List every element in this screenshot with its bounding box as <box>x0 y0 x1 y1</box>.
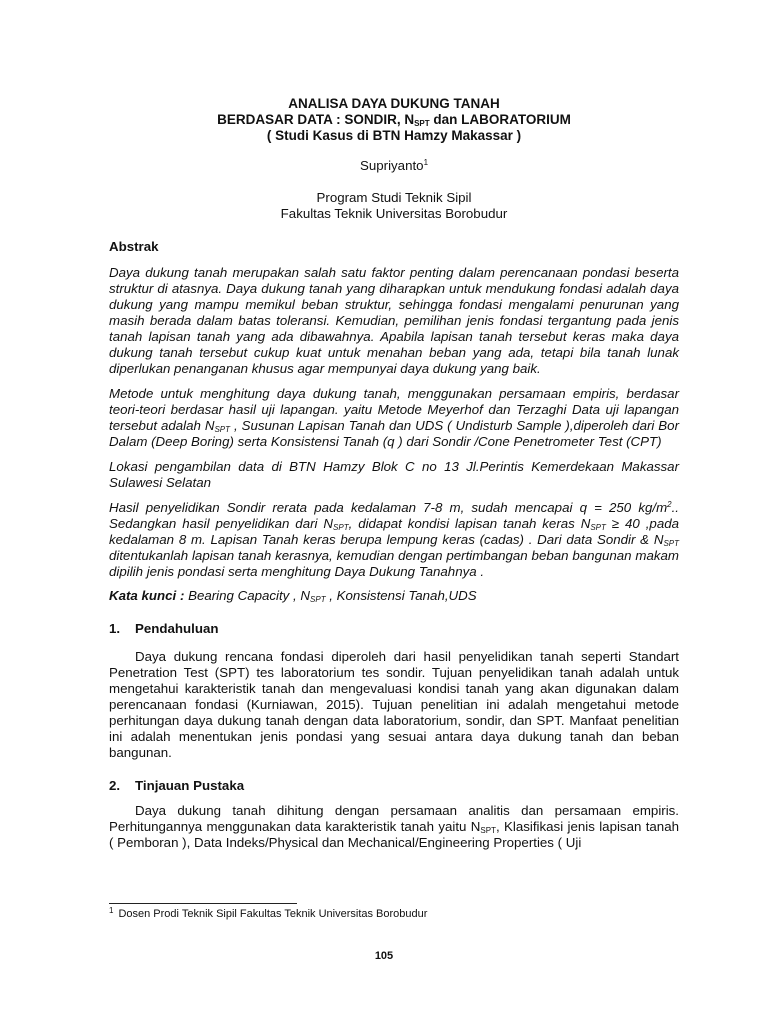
author-text: Supriyanto <box>359 158 424 173</box>
abstract-p4-text-b: .. Sedangkan hasil penyelidikan dari N <box>109 500 679 531</box>
title-line-1: ANALISA DAYA DUKUNG TANAH <box>288 96 500 111</box>
keywords-text-a: Bearing Capacity , N <box>184 588 311 603</box>
tinjauan-text-b: , Klasifikasi jenis lapisan tanah ( Pemboran ), Data Indeks/Physical dan Mechanical/Engineering Properties ( Uji <box>109 819 679 850</box>
paper-title <box>109 96 679 144</box>
tinjauan-text-a: Daya dukung tanah dihitung dengan persamaan analitis dan persamaan empiris. Perhitungannya menggunakan data karakteristik tanah yaitu N <box>109 803 679 834</box>
abstract-paragraph-2 <box>109 386 679 450</box>
title-line-3: ( Studi Kasus di BTN Hamzy Makassar ) <box>266 128 522 143</box>
footnote-divider <box>109 903 297 904</box>
unit-superscript: 2 <box>667 500 672 509</box>
tinjauan-paragraph <box>109 803 679 851</box>
author-footnote-mark: 1 <box>423 158 429 167</box>
section-title: Pendahuluan <box>135 621 219 636</box>
section-heading-tinjauan-pustaka <box>109 778 679 794</box>
title-line-2-end: dan LABORATORIUM <box>429 112 571 127</box>
nspt-subscript: SPT <box>480 826 496 835</box>
document-page <box>109 96 679 851</box>
affiliation-line-1: Program Studi Teknik Sipil <box>316 190 472 205</box>
abstract-paragraph-1: Daya dukung tanah merupakan salah satu faktor penting dalam perencanaan pondasi beserta struktur di atasnya. Daya dukung tanah yang diharapkan untuk mendukung fondasi adalah daya dukung yang mampu memikul beban struktur, sehingga fondasi mengalami penurunan yang masih berada dalam batas toleransi. Kemudian, pemilihan jenis fondasi tergantung pada jenis tanah lapisan tanah yang ada dibawahnya. Apabila lapisan tanah tersebut keras maka daya dukung tanah tersebut cukup kuat untuk menahan beban yang ada, tetapi bila tanah lunak diperlukan penanganan khusus agar mempunyai daya dukung yang baik. <box>109 265 679 376</box>
affiliation-line-2: Fakultas Teknik Universitas Borobudur <box>280 206 508 221</box>
section-heading-pendahuluan <box>109 621 679 637</box>
section-title: Tinjauan Pustaka <box>135 778 245 793</box>
nspt-subscript: SPT <box>214 425 231 434</box>
footnote-text: Dosen Prodi Teknik Sipil Fakultas Teknik Universitas Borobudur <box>118 908 428 920</box>
section-number: 1. <box>109 621 121 636</box>
title-line-2 <box>109 112 679 128</box>
nspt-subscript: SPT <box>590 523 606 532</box>
abstract-paragraph-4 <box>109 500 679 580</box>
pendahuluan-paragraph: Daya dukung rencana fondasi diperoleh dari hasil penyelidikan tanah seperti Standart Penetration Test (SPT) tes laboratorium tes sondir. Tujuan penyelidikan tanah adalah untuk mengetahui karakteristik tanah dan mengevaluasi kondisi tanah yang akan digunakan dalam perencanaan fondasi (Kurniawan, 2015). Tujuan penelitian ini adalah mengetahui metode perhitungan daya dukung tanah dengan data laboratorium, sondir, dan SPT. Manfaat penelitian ini adalah menentukan jenis pondasi yang sesuai antara daya dukung tanah dan beban bangunan. <box>109 649 679 760</box>
title-subscript: SPT <box>414 119 430 128</box>
nspt-subscript: SPT <box>333 523 349 532</box>
abstract-heading: Abstrak <box>109 239 159 254</box>
abstract-p2-text-b: , Susunan Lapisan Tanah dan UDS ( Undisturb Sample ),diperoleh dari Bor Dalam (Deep Boring) serta Konsistensi Tanah (q ) dari Sondir /Cone Penetrometer Test (CPT) <box>109 418 679 449</box>
title-line-2-text: BERDASAR DATA : SONDIR, N <box>217 112 415 127</box>
keywords <box>109 588 679 604</box>
abstract-p2-text-a: Metode untuk menghitung daya dukung tanah, menggunakan persamaan empiris, berdasar teori-teori berdasar hasil uji lapangan. yaitu Metode Meyerhof dan Terzaghi Data uji lapangan tersebut adalah N <box>109 386 679 433</box>
section-number: 2. <box>109 778 121 793</box>
keywords-text-b: , Konsistensi Tanah,UDS <box>325 588 477 603</box>
footnote <box>109 908 669 921</box>
footnote-mark: 1 <box>109 906 114 915</box>
abstract-p4-text-d: ≥ 40 ,pada kedalaman 8 m. Lapisan Tanah keras berupa lempung keras (cadas) . Dari data Sondir & N <box>109 516 680 547</box>
abstract-paragraph-3: Lokasi pengambilan data di BTN Hamzy Blok C no 13 Jl.Perintis Kemerdekaan Makassar Sulawesi Selatan <box>109 459 679 490</box>
abstract-p4-text-e: ditentukanlah lapisan tanah kerasnya, kemudian dengan pertimbangan beban bangunan makam dipilih jenis pondasi serta menghitung Daya Dukung Tanahnya . <box>109 548 679 579</box>
nspt-subscript: SPT <box>663 539 679 548</box>
keywords-label: Kata kunci : <box>109 588 185 603</box>
author-name <box>109 158 679 174</box>
abstract-p4-text-c: , didapat kondisi lapisan tanah keras N <box>348 516 591 531</box>
affiliation <box>109 190 679 222</box>
nspt-subscript: SPT <box>310 595 326 604</box>
page-number: 105 <box>374 950 394 962</box>
abstract-p4-text-a: Hasil penyelidikan Sondir rerata pada kedalaman 7-8 m, sudah mencapai q = 250 kg/m <box>109 500 668 515</box>
